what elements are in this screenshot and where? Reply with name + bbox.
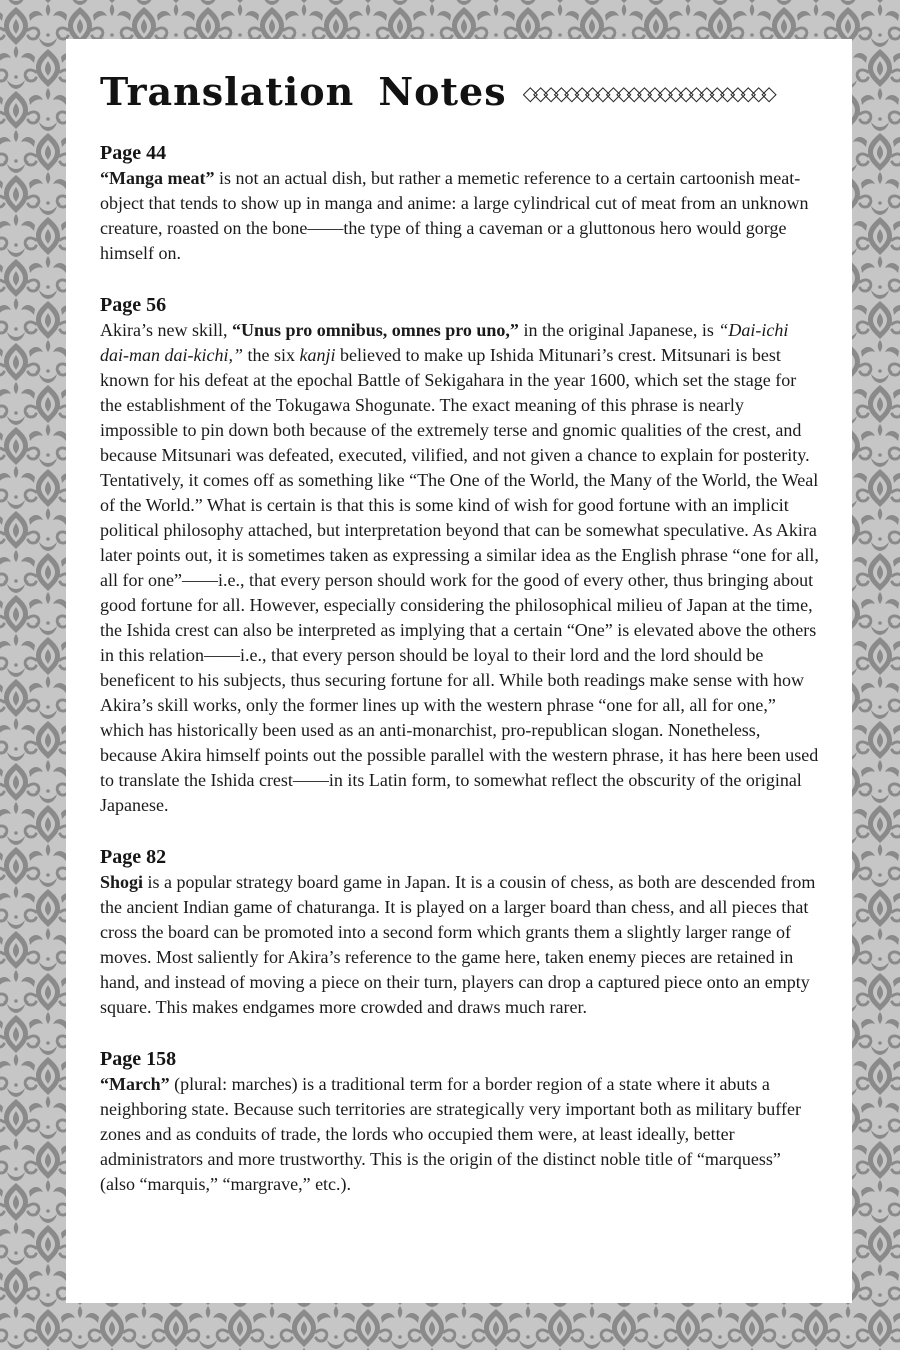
content-panel [66,39,852,1303]
section-heading: Page 158 [100,1048,177,1070]
section-paragraph: Shogi is a popular strategy board game in Japan. It is a cousin of chess, as both are descended from the ancient Indian game of chaturanga. It is played on a larger board than chess, and all pieces that cross the board can be promoted into a second form which grants them a slightly larger range of moves. Most saliently for Akira’s reference to the game here, taken enemy pieces are retained in hand, and instead of moving a piece on their turn, players can drop a captured piece onto an empty square. This makes endgames more crowded and draws much rarer. [100,872,816,1017]
diamond-chain-divider: ◇◇◇◇◇◇◇◇◇◇◇◇◇◇◇◇◇◇◇◇◇◇◇◇ [522,80,772,105]
page-title: Translation Notes [100,69,507,114]
section-heading: Page 44 [100,142,167,164]
section-heading: Page 82 [100,846,167,868]
note-section-page-82 [100,845,820,1020]
note-section-page-44 [100,141,820,266]
section-paragraph: “March” (plural: marches) is a traditional term for a border region of a state where it abuts a neighboring state. Because such territories are strategically very important both as military buffer zones and as conduits of trade, the lords who occupied them were, at least ideally, better administrators and more trustworthy. This is the origin of the distinct noble title of “marquess” (also “marquis,” “margrave,” etc.). [100,1074,801,1194]
section-heading: Page 56 [100,294,167,316]
note-section-page-158 [100,1047,820,1197]
note-section-page-56 [100,293,820,818]
title-row [100,69,820,114]
section-paragraph: Akira’s new skill, “Unus pro omnibus, omnes pro uno,” in the original Japanese, is “Dai-ichi dai-man dai-kichi,” the six kanji believed to make up Ishida Mitunari’s crest. Mitsunari is best known for his defeat at the epochal Battle of Sekigahara in the year 1600, which set the stage for the establishment of the Tokugawa Shogunate. The exact meaning of this phrase is nearly impossible to pin down both because of the extremely terse and gnomic qualities of the crest, and because Mitsunari was defeated, executed, vilified, and not given a chance to explain for posterity. Tentatively, it comes off as something like “The One of the World, the Many of the World, the Weal of the World.” What is certain is that this is some kind of wish for good fortune with an implicit political philosophy attached, but interpretation beyond that can be somewhat speculative. As Akira later points out, it is sometimes taken as expressing a similar idea as the English phrase “one for all, all for one”——i.e., that every person should work for the good of every other, thus bringing about good fortune for all. However, especially considering the philosophical milieu of Japan at the time, the Ishida crest can also be interpreted as implying that a certain “One” is elevated above the others in this relation——i.e., that every person should be loyal to their lord and the lord should be beneficent to his subjects, thus securing fortune for all. While both readings make sense with how Akira’s skill works, only the former lines up with the western phrase “one for all, all for one,” which has historically been used as an anti-monarchist, pro-republican slogan. Nonetheless, because Akira himself points out the possible parallel with the western phrase, it has here been used to translate the Ishida crest——in its Latin form, to somewhat reflect the obscurity of the original Japanese. [100,320,819,815]
section-paragraph: “Manga meat” is not an actual dish, but rather a memetic reference to a certain cartoonish meat-object that tends to show up in manga and anime: a large cylindrical cut of meat from an unknown creature, roasted on the bone——the type of thing a caveman or a gluttonous hero would gorge himself on. [100,168,809,263]
